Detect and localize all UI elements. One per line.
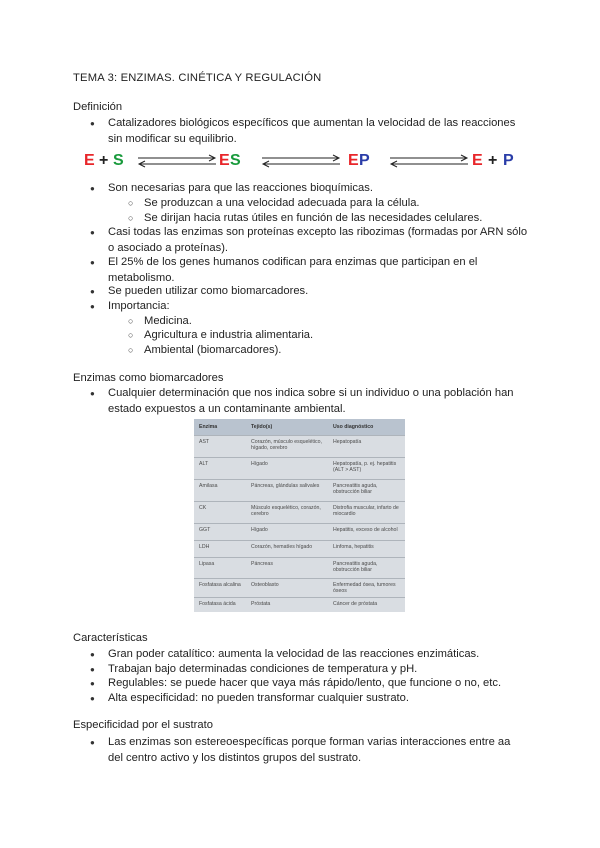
equilibrium-arrows-icon xyxy=(136,154,218,168)
table-cell: Distrofia muscular, infarto de miocardio xyxy=(333,505,399,517)
table-cell: LDH xyxy=(199,544,210,550)
sub-list-item: ○ Se produzcan a una velocidad adecuada para la célula. xyxy=(144,196,524,212)
sub-list-item: ○ Se dirijan hacia rutas útiles en función de las necesidades celulares. xyxy=(144,211,524,227)
equilibrium-arrows-icon xyxy=(388,154,470,168)
table-cell: Fosfatasa alcalina xyxy=(199,582,241,588)
sub-list-item: ○ Agricultura e industria alimentaria. xyxy=(144,328,524,344)
table-row xyxy=(194,435,405,456)
table-row xyxy=(194,578,405,597)
table-header xyxy=(194,419,405,435)
table-cell: ALT xyxy=(199,461,209,467)
list-item: ● Regulables: se puede hacer que vaya más rápido/lento, que funcione o no, etc. xyxy=(108,676,528,692)
table-row xyxy=(194,597,405,612)
table-cell: Próstata xyxy=(251,601,271,607)
eq-complex-s: S xyxy=(230,152,241,169)
eq-complex2-e: E xyxy=(348,152,359,169)
table-cell: Corazón, hematíes hígado xyxy=(251,544,313,550)
table-row xyxy=(194,557,405,578)
table-row xyxy=(194,479,405,500)
table-cell: Hepatitis, exceso de alcohol xyxy=(333,527,398,533)
table-cell: Músculo esquelético, corazón, cerebro xyxy=(251,505,321,517)
eq-product-p: P xyxy=(503,152,514,169)
list-item: ● Son necesarias para que las reacciones bioquímicas. xyxy=(108,181,528,197)
eq-complex-e: E xyxy=(219,152,230,169)
eq-substrate-s: S xyxy=(113,152,124,169)
table-cell: Pancreatitis aguda, obstrucción biliar xyxy=(333,483,378,495)
eq-plus: + xyxy=(99,152,109,169)
table-row xyxy=(194,540,405,557)
table-cell: Lipasa xyxy=(199,561,215,567)
table-cell: Hígado xyxy=(251,527,268,533)
list-item: ● Gran poder catalítico: aumenta la velocidad de las reacciones enzimáticas. xyxy=(108,647,528,663)
table-row xyxy=(194,457,405,478)
table-cell: Pancreatitis aguda, obstrucción biliar xyxy=(333,561,378,573)
table-cell: CK xyxy=(199,505,207,511)
list-item: ● El 25% de los genes humanos codifican para enzimas que participan en el metabolismo. xyxy=(108,255,528,286)
sub-list-item: ○ Ambiental (biomarcadores). xyxy=(144,343,524,359)
eq-complex2-p: P xyxy=(359,152,370,169)
table-cell: Cáncer de próstata xyxy=(333,601,378,607)
table-cell: Fosfatasa ácida xyxy=(199,601,236,607)
table-cell: Enfermedad ósea, tumores óseos xyxy=(333,582,396,594)
page-title: TEMA 3: ENZIMAS. CINÉTICA Y REGULACIÓN xyxy=(73,72,322,84)
list-item: ● Las enzimas son estereoespecíficas porque forman varias interacciones entre aa del centro activo y los distintos grupos del sustrato. xyxy=(108,735,528,766)
eq-plus: + xyxy=(488,152,498,169)
sub-list-item: ○ Medicina. xyxy=(144,314,524,330)
table-row xyxy=(194,523,405,540)
list-item: ● Alta especificidad: no pueden transformar cualquier sustrato. xyxy=(108,691,528,707)
table-cell: GGT xyxy=(199,527,211,533)
table-header-cell: Enzima xyxy=(199,424,218,430)
eq-enzyme2-e: E xyxy=(472,152,483,169)
section-heading-caracteristicas: Características xyxy=(73,632,148,644)
list-item: ● Casi todas las enzimas son proteínas excepto las ribozimas (formadas por ARN sólo o asociado a proteínas). xyxy=(108,225,528,256)
table-cell: Páncreas xyxy=(251,561,273,567)
table-cell: Hígado xyxy=(251,461,268,467)
eq-enzyme-e: E xyxy=(84,152,95,169)
list-item: ● Se pueden utilizar como biomarcadores. xyxy=(108,284,528,300)
section-heading-definicion: Definición xyxy=(73,101,123,113)
list-item: ● Trabajan bajo determinadas condiciones de temperatura y pH. xyxy=(108,662,528,678)
table-cell: Linfoma, hepatitis xyxy=(333,544,374,550)
list-item: ● Catalizadores biológicos específicos que aumentan la velocidad de las reacciones sin modificar su equilibrio. xyxy=(108,116,528,147)
table-cell: Osteoblasto xyxy=(251,582,279,588)
table-cell: Corazón, músculo esquelético, hígado, cerebro xyxy=(251,439,322,451)
table-cell: Hepatopatía xyxy=(333,439,362,445)
table-header-cell: Tejido(s) xyxy=(251,424,273,430)
table-cell: AST xyxy=(199,439,210,445)
table-cell: Amilasa xyxy=(199,483,218,489)
section-heading-especificidad: Especificidad por el sustrato xyxy=(73,719,213,731)
table-cell: Páncreas, glándulas salivales xyxy=(251,483,320,489)
list-item: ● Cualquier determinación que nos indica sobre si un individuo o una población han estado expuestos a un contaminante ambiental. xyxy=(108,386,528,417)
table-row xyxy=(194,501,405,522)
list-item: ● Importancia: xyxy=(108,299,528,315)
table-header-cell: Uso diagnóstico xyxy=(333,424,374,430)
section-heading-biomarcadores: Enzimas como biomarcadores xyxy=(73,372,224,384)
table-cell: Hepatopatía, p. ej. hepatitis (ALT > AST) xyxy=(333,461,397,473)
equilibrium-arrows-icon xyxy=(260,154,342,168)
enzyme-biomarker-table xyxy=(194,419,405,612)
